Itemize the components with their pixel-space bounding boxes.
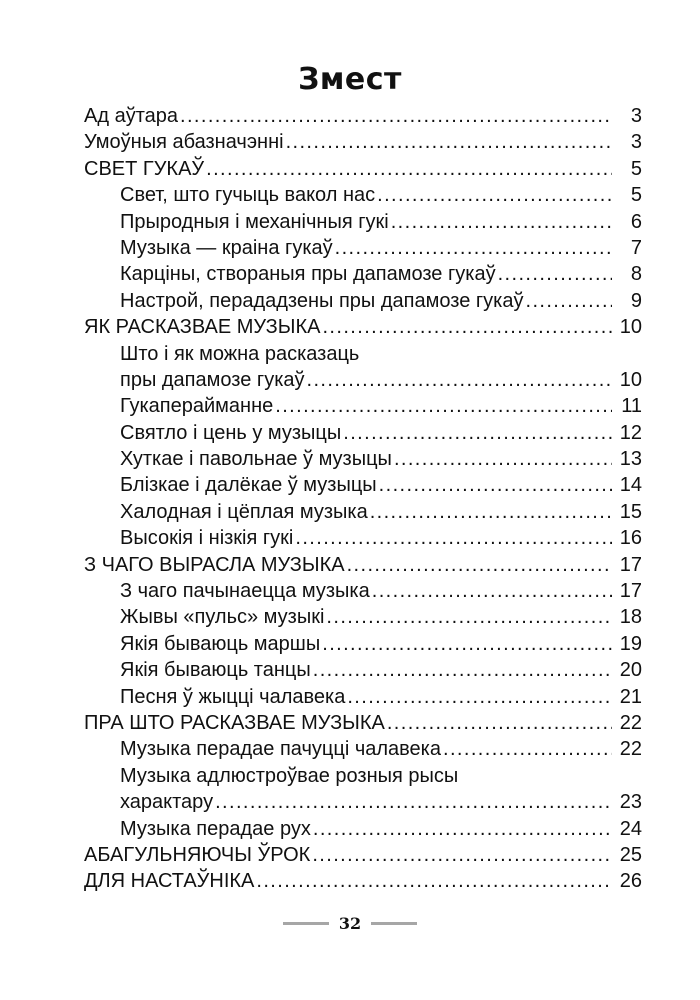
table-of-contents [84, 103, 642, 895]
toc-entry [84, 868, 642, 894]
toc-dot-leader [326, 604, 612, 630]
toc-entry-title: характару [120, 791, 214, 814]
toc-entry-title: Карціны, створаныя пры дапамозе гукаў [120, 263, 496, 286]
toc-entry [84, 499, 642, 525]
toc-dot-leader [256, 868, 612, 894]
toc-entry [84, 710, 642, 736]
toc-dot-leader [180, 103, 612, 129]
toc-entry [84, 393, 642, 419]
toc-entry [84, 631, 642, 657]
toc-dot-leader [312, 842, 612, 868]
toc-entry [84, 129, 642, 155]
toc-entry-page: 11 [621, 395, 642, 418]
toc-entry [84, 420, 642, 446]
toc-entry-title: Музыка — краіна гукаў [120, 236, 333, 259]
toc-entry [84, 763, 642, 789]
toc-dot-leader [206, 156, 612, 182]
toc-entry-title: Хуткае і павольнае ў музыцы [120, 448, 392, 471]
toc-entry [84, 367, 642, 393]
toc-dot-leader [443, 736, 612, 762]
toc-dot-leader [307, 367, 612, 393]
toc-entry-title: Музыка перадае пачуцці чалавека [120, 738, 441, 761]
toc-entry-title: Жывы «пульс» музыкі [120, 606, 325, 629]
toc-entry-page: 21 [619, 685, 642, 708]
toc-entry-page: 22 [619, 711, 642, 734]
toc-entry-title: пры дапамозе гукаў [120, 368, 305, 391]
toc-entry-title: Умоўныя абазначэнні [84, 131, 284, 154]
toc-dot-leader [295, 525, 612, 551]
toc-entry [84, 341, 642, 367]
toc-entry [84, 525, 642, 551]
toc-entry [84, 472, 642, 498]
toc-entry-title: Свет, што гучыць вакол нас [120, 184, 376, 207]
toc-entry [84, 314, 642, 340]
toc-entry-title: Гукаперайманне [120, 395, 274, 418]
toc-dot-leader [377, 182, 612, 208]
toc-entry-page: 3 [630, 131, 642, 154]
toc-dot-leader [525, 288, 612, 314]
toc-entry-page: 16 [619, 527, 642, 550]
toc-dot-leader [215, 789, 612, 815]
toc-entry [84, 684, 642, 710]
toc-entry-title: Музыка адлюстроўвае розныя рысы [120, 764, 459, 787]
toc-entry-page: 17 [619, 553, 642, 576]
toc-entry-page: 24 [619, 817, 642, 840]
toc-entry [84, 816, 642, 842]
toc-entry-title: Песня ў жыцці чалавека [120, 685, 346, 708]
toc-dot-leader [394, 446, 612, 472]
toc-entry-page: 5 [630, 184, 642, 207]
toc-entry-title: Блізкае і далёкае ў музыцы [120, 474, 377, 497]
toc-dot-leader [387, 710, 612, 736]
toc-dot-leader [372, 578, 612, 604]
toc-dot-leader [313, 816, 612, 842]
toc-entry [84, 288, 642, 314]
toc-entry [84, 789, 642, 815]
toc-entry-page: 10 [619, 316, 642, 339]
toc-entry-page: 9 [630, 289, 642, 312]
toc-entry [84, 156, 642, 182]
toc-entry [84, 261, 642, 287]
toc-entry-page: 13 [619, 448, 642, 471]
toc-dot-leader [347, 552, 612, 578]
toc-entry-page: 20 [619, 659, 642, 682]
toc-entry-page: 6 [630, 210, 642, 233]
toc-entry-title: Якія бываюць маршы [120, 632, 321, 655]
toc-entry-page: 23 [619, 791, 642, 814]
toc-entry-page: 7 [630, 236, 642, 259]
toc-dot-leader [370, 499, 612, 525]
toc-dot-leader [379, 472, 612, 498]
footer-right-rule [371, 922, 417, 925]
toc-entry-page: 22 [619, 738, 642, 761]
toc-entry-title: Высокія і нізкія гукі [120, 527, 294, 550]
toc-entry-title: ПРА ШТО РАСКАЗВАЕ МУЗЫКА [84, 711, 385, 734]
toc-entry-page: 12 [619, 421, 642, 444]
page-footer [0, 908, 700, 938]
toc-entry [84, 736, 642, 762]
toc-dot-leader [498, 261, 612, 287]
toc-dot-leader [343, 420, 612, 446]
toc-entry-page: 8 [630, 263, 642, 286]
toc-entry-title: Халодная і цёплая музыка [120, 500, 368, 523]
page-number: 32 [338, 913, 362, 933]
toc-entry [84, 103, 642, 129]
toc-entry-page: 10 [619, 368, 642, 391]
toc-entry-page: 17 [619, 580, 642, 603]
toc-entry-page: 19 [619, 632, 642, 655]
toc-entry-title: З чаго пачынаецца музыка [120, 580, 370, 603]
toc-dot-leader [347, 684, 612, 710]
page-title: Змест [298, 62, 402, 97]
toc-entry-title: ДЛЯ НАСТАЎНІКА [84, 870, 255, 893]
toc-entry-title: ЯК РАСКАЗВАЕ МУЗЫКА [84, 316, 321, 339]
toc-entry-title: Што і як можна расказаць [120, 342, 360, 365]
toc-entry-title: Ад аўтара [84, 105, 178, 127]
toc-dot-leader [286, 129, 612, 155]
toc-dot-leader [391, 209, 612, 235]
toc-entry-title: Якія бываюць танцы [120, 659, 311, 682]
toc-entry-title: З ЧАГО ВЫРАСЛА МУЗЫКА [84, 553, 345, 576]
toc-entry [84, 842, 642, 868]
toc-dot-leader [335, 235, 612, 261]
toc-entry-page: 5 [630, 157, 642, 180]
toc-dot-leader [313, 657, 612, 683]
toc-entry-title: Прыродныя і механічныя гукі [120, 210, 389, 233]
toc-entry [84, 446, 642, 472]
footer-left-rule [283, 922, 329, 925]
toc-entry-title: АБАГУЛЬНЯЮЧЫ ЎРОК [84, 843, 311, 866]
toc-entry-title: Святло і цень у музыцы [120, 421, 342, 444]
toc-dot-leader [322, 631, 612, 657]
toc-dot-leader [275, 393, 612, 419]
toc-entry-page: 18 [619, 606, 642, 629]
toc-entry-page: 3 [630, 105, 642, 127]
toc-entry-title: Музыка перадае рух [120, 817, 311, 840]
toc-entry-title: СВЕТ ГУКАЎ [84, 157, 205, 180]
toc-entry-page: 15 [619, 500, 642, 523]
toc-entry-page: 14 [619, 474, 642, 497]
toc-entry [84, 235, 642, 261]
toc-entry [84, 182, 642, 208]
toc-entry [84, 578, 642, 604]
toc-entry [84, 657, 642, 683]
toc-entry-page: 25 [619, 843, 642, 866]
toc-entry [84, 552, 642, 578]
toc-entry-title: Настрой, перададзены пры дапамозе гукаў [120, 289, 524, 312]
toc-entry [84, 209, 642, 235]
toc-entry [84, 604, 642, 630]
toc-dot-leader [322, 314, 612, 340]
toc-entry-page: 26 [619, 870, 642, 893]
